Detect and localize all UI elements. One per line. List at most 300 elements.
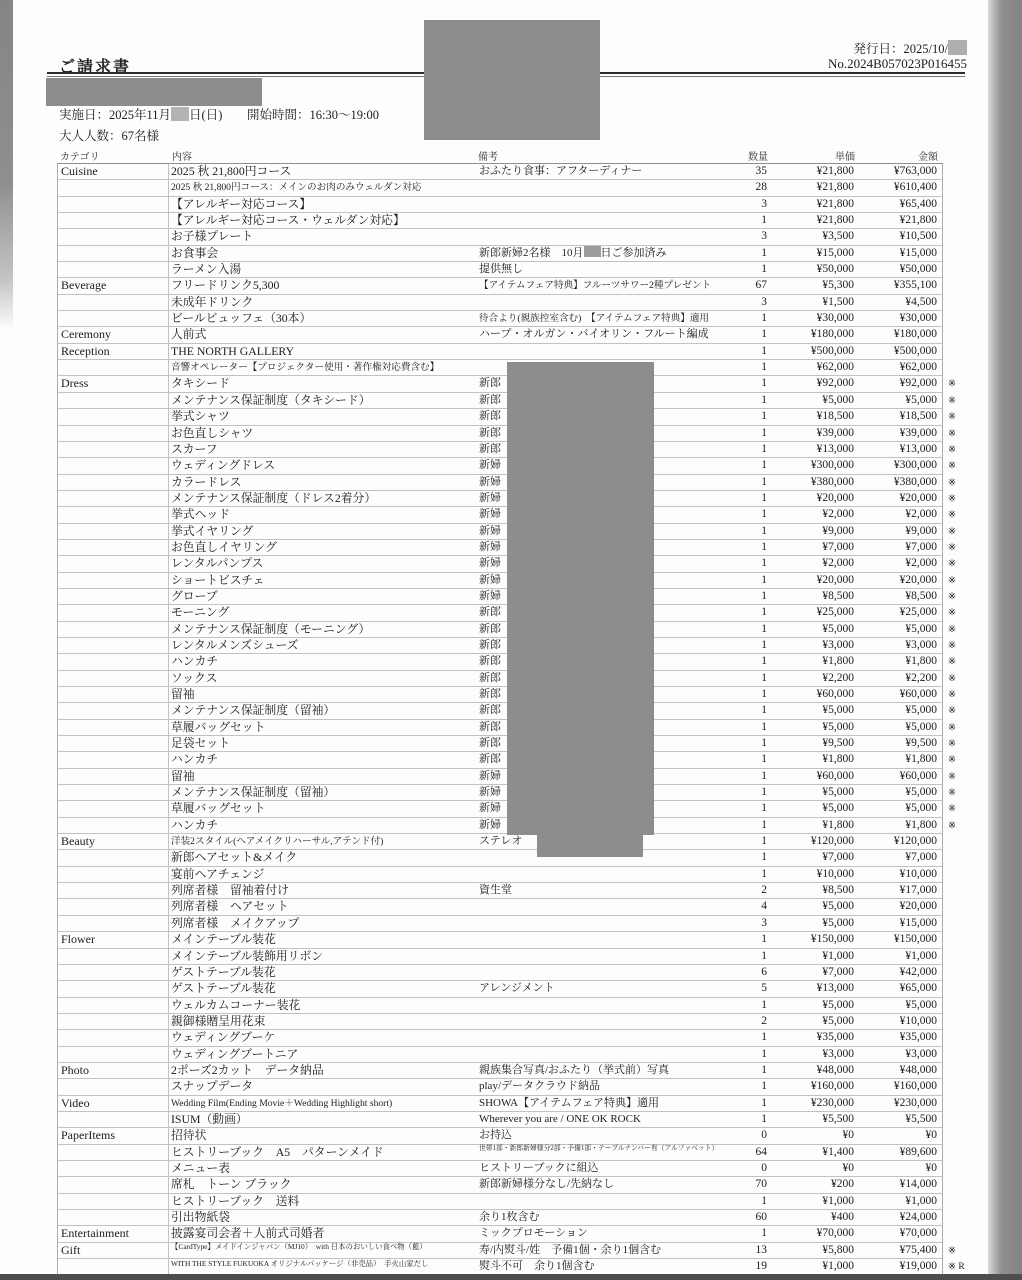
unit-price-cell: ¥21,800 xyxy=(816,197,854,210)
category-cell: Reception xyxy=(61,343,110,358)
quantity-cell: 1 xyxy=(761,312,767,325)
quantity-cell: 1 xyxy=(761,1047,767,1060)
item-cell: THE NORTH GALLERY xyxy=(171,343,295,358)
category-column-divider xyxy=(168,376,169,391)
category-column-divider xyxy=(168,687,169,702)
amount-cell: ¥5,000 xyxy=(905,622,937,635)
quantity-cell: 1 xyxy=(761,671,767,684)
quantity-cell: 1 xyxy=(761,328,767,341)
amount-cell: ¥300,000 xyxy=(893,459,937,472)
item-cell: 【CardType】メイドインジャパン（MJ10） with 日本のおいしい食べ物（藍） xyxy=(171,1242,427,1252)
table-row xyxy=(58,965,942,981)
item-cell: 留袖 xyxy=(171,768,195,783)
item-cell: タキシード xyxy=(171,376,230,391)
category-column-divider xyxy=(168,834,169,849)
category-column-divider xyxy=(168,949,169,964)
table-row xyxy=(58,246,942,262)
table-row xyxy=(58,1014,942,1030)
amount-cell: ¥9,500 xyxy=(905,737,937,750)
unit-price-cell: ¥20,000 xyxy=(816,491,854,504)
item-cell: 音響オペレーター【プロジェクター使用・著作権対応費含む】 xyxy=(171,362,440,374)
quantity-cell: 1 xyxy=(761,688,767,700)
remark-cell: 新郎 xyxy=(479,704,501,717)
amount-cell: ¥9,000 xyxy=(905,524,937,537)
amount-cell: ¥89,600 xyxy=(899,1145,937,1158)
category-column-divider xyxy=(168,556,169,571)
table-row xyxy=(58,1079,942,1095)
amount-cell: ¥48,000 xyxy=(899,1063,937,1076)
item-cell: ラーメン入湯 xyxy=(171,262,242,277)
unit-price-cell: ¥21,800 xyxy=(816,214,854,227)
header-qty: 数量 xyxy=(748,152,768,163)
category-cell: PaperItems xyxy=(61,1128,115,1143)
category-cell: Dress xyxy=(61,376,89,391)
category-column-divider xyxy=(168,327,169,342)
quantity-cell: 1 xyxy=(761,524,767,537)
table-row xyxy=(58,295,942,311)
amount-cell: ¥15,000 xyxy=(899,916,937,929)
category-column-divider xyxy=(168,703,169,718)
table-row xyxy=(58,507,956,523)
redaction-inline xyxy=(948,40,967,55)
unit-price-cell: ¥0 xyxy=(842,1161,854,1174)
item-cell: 草履バッグセット xyxy=(171,801,266,816)
amount-cell: ¥8,500 xyxy=(905,589,937,602)
category-column-divider xyxy=(168,1243,169,1258)
table-row xyxy=(58,229,942,245)
table-row xyxy=(58,556,956,572)
table-row xyxy=(58,883,942,899)
quantity-cell: 1 xyxy=(761,508,767,521)
table-row xyxy=(58,474,956,491)
table-row xyxy=(58,1210,942,1226)
category-cell: Video xyxy=(61,1095,90,1110)
item-cell: お色直しシャツ xyxy=(171,425,254,440)
category-cell: Entertainment xyxy=(61,1226,129,1241)
category-column-divider xyxy=(168,573,169,588)
quantity-cell: 1 xyxy=(761,1031,767,1044)
amount-cell: ¥5,000 xyxy=(905,802,937,815)
table-row xyxy=(58,490,956,507)
category-column-divider xyxy=(168,1161,169,1176)
amount-note: ※ xyxy=(948,755,956,766)
table-row xyxy=(58,670,956,687)
unit-price-cell: ¥18,500 xyxy=(816,410,854,423)
item-cell: メンテナンス保証制度（タキシード） xyxy=(171,392,371,407)
category-cell: Beverage xyxy=(61,278,107,293)
item-cell: スナップデータ xyxy=(171,1079,254,1094)
item-cell: 足袋セット xyxy=(171,736,230,751)
amount-note: ※ xyxy=(948,412,956,423)
category-column-divider xyxy=(168,671,169,686)
amount-note: ※ xyxy=(948,788,956,799)
category-column-divider xyxy=(168,1226,169,1241)
amount-note: ※ xyxy=(948,739,956,750)
item-cell: 2025 秋 21,800円コース xyxy=(171,164,292,178)
quantity-cell: 1 xyxy=(761,344,767,357)
amount-cell: ¥2,200 xyxy=(905,671,937,684)
item-cell: グローブ xyxy=(171,588,218,603)
remark-cell: ハープ・オルガン・バイオリン・フルート編成 xyxy=(479,328,709,341)
item-cell: 留袖 xyxy=(171,687,195,701)
amount-cell: ¥0 xyxy=(925,1129,937,1142)
quantity-cell: 4 xyxy=(761,900,767,913)
category-column-divider xyxy=(168,1259,169,1274)
amount-cell: ¥763,000 xyxy=(893,165,937,177)
unit-price-cell: ¥8,500 xyxy=(822,589,854,602)
unit-price-cell: ¥7,000 xyxy=(822,965,854,978)
table-row xyxy=(58,572,956,589)
category-cell: Gift xyxy=(61,1242,81,1257)
amount-note: ※ xyxy=(948,722,956,733)
category-column-divider xyxy=(168,998,169,1013)
amount-cell: ¥5,000 xyxy=(905,998,937,1011)
table-row xyxy=(58,180,942,196)
item-cell: スカーフ xyxy=(171,441,218,456)
remark-cell: 余り1枚含む xyxy=(479,1211,540,1223)
table-row xyxy=(58,785,956,801)
amount-cell: ¥180,000 xyxy=(893,328,937,341)
quantity-cell: 60 xyxy=(755,1211,767,1223)
amount-cell: ¥10,500 xyxy=(899,230,937,243)
item-cell: 2ポーズ2カット データ納品 xyxy=(171,1062,324,1077)
page-title: ご請求書 xyxy=(59,59,132,76)
amount-cell: ¥62,000 xyxy=(899,361,937,374)
quantity-cell: 3 xyxy=(761,197,767,210)
table-row xyxy=(58,752,956,768)
remark-cell: 新郎 xyxy=(479,671,501,684)
quantity-cell: 1 xyxy=(761,540,767,553)
item-cell: 列席者様 ヘアセット xyxy=(171,899,289,914)
unit-price-cell: ¥60,000 xyxy=(816,688,854,700)
amount-cell: ¥18,500 xyxy=(899,410,937,423)
category-column-divider xyxy=(168,867,169,882)
amount-note: ※ xyxy=(948,673,956,684)
amount-cell: ¥1,800 xyxy=(905,655,937,668)
amount-cell: ¥7,000 xyxy=(905,851,937,864)
table-row xyxy=(58,539,956,556)
unit-price-cell: ¥5,500 xyxy=(822,1112,854,1125)
amount-cell: ¥355,100 xyxy=(893,279,937,292)
item-cell: お食事会 xyxy=(171,245,219,260)
amount-note: ※ xyxy=(948,657,956,668)
amount-note: ※ xyxy=(948,526,956,537)
amount-cell: ¥150,000 xyxy=(893,933,937,946)
table-row xyxy=(58,213,942,229)
item-cell: カラードレス xyxy=(171,474,242,489)
quantity-cell: 1 xyxy=(761,949,767,962)
category-cell: Cuisine xyxy=(61,164,98,178)
adult-count: 大人人数：67名様 xyxy=(59,129,160,143)
quantity-cell: 1 xyxy=(761,377,767,390)
category-column-divider xyxy=(168,213,169,228)
unit-price-cell: ¥400 xyxy=(831,1211,854,1223)
amount-note: ※ xyxy=(948,444,956,455)
amount-cell: ¥20,000 xyxy=(899,573,937,586)
category-column-divider xyxy=(168,278,169,293)
table-row xyxy=(58,801,956,817)
item-cell: 招待状 xyxy=(171,1128,207,1143)
category-column-divider xyxy=(168,622,169,637)
category-column-divider xyxy=(168,426,169,441)
quantity-cell: 1 xyxy=(761,1227,767,1240)
remark-cell: おふたり食事：アフターディナー xyxy=(479,165,643,177)
item-cell: ウェルカムコーナー装花 xyxy=(171,997,301,1012)
table-row xyxy=(58,1096,942,1112)
amount-note: ※ xyxy=(948,820,956,831)
remark-cell: 新郎 xyxy=(479,377,501,390)
amount-cell: ¥30,000 xyxy=(899,312,937,325)
table-row xyxy=(58,736,956,752)
remark-cell: 熨斗不可 余り1個含む xyxy=(479,1260,595,1273)
quantity-cell: 1 xyxy=(761,263,767,276)
quantity-cell: 1 xyxy=(761,589,767,602)
unit-price-cell: ¥230,000 xyxy=(810,1096,854,1109)
table-body xyxy=(57,163,965,1275)
remark-cell: 新郎 xyxy=(479,426,501,439)
amount-cell: ¥21,800 xyxy=(899,214,937,227)
quantity-cell: 1 xyxy=(761,1080,767,1093)
category-column-divider xyxy=(168,295,169,310)
table-row xyxy=(58,687,956,703)
category-cell: Ceremony xyxy=(61,327,111,342)
quantity-cell: 1 xyxy=(761,557,767,570)
unit-price-cell: ¥5,000 xyxy=(822,622,854,635)
table-row xyxy=(58,949,942,965)
unit-price-cell: ¥30,000 xyxy=(816,312,854,325)
redaction-box-beauty-name xyxy=(537,835,643,857)
redaction-box-recipient xyxy=(46,78,262,106)
remark-cell: 新郎 xyxy=(479,638,501,651)
table-row xyxy=(58,867,942,883)
invoice-number: No.2024B057023P016455 xyxy=(827,56,967,71)
table-row xyxy=(58,1177,942,1193)
category-cell: Photo xyxy=(61,1062,90,1077)
quantity-cell: 35 xyxy=(755,165,767,177)
table-row xyxy=(58,1063,942,1079)
category-column-divider xyxy=(168,965,169,980)
remark-cell: ヒストリーブックに組込 xyxy=(479,1161,599,1174)
quantity-cell: 1 xyxy=(761,622,767,635)
remark-cell: ステレオ xyxy=(479,835,523,848)
unit-price-cell: ¥21,800 xyxy=(816,165,854,177)
item-cell: ビールビュッフェ（30本） xyxy=(171,311,312,326)
unit-price-cell: ¥5,000 xyxy=(822,393,854,406)
unit-price-cell: ¥5,800 xyxy=(822,1243,854,1256)
unit-price-cell: ¥2,000 xyxy=(822,557,854,570)
unit-price-cell: ¥9,500 xyxy=(822,737,854,750)
amount-cell: ¥39,000 xyxy=(899,426,937,439)
item-cell: 席札 トーン ブラック xyxy=(171,1177,292,1192)
amount-note: ※ xyxy=(948,624,956,635)
amount-note: ※ R xyxy=(948,1262,965,1273)
backdrop-left-edge xyxy=(0,0,13,330)
unit-price-cell: ¥5,300 xyxy=(822,279,854,292)
item-cell: 列席者様 留袖着付け xyxy=(171,883,289,898)
amount-cell: ¥60,000 xyxy=(899,688,937,700)
quantity-cell: 1 xyxy=(761,867,767,880)
table-row xyxy=(58,981,942,997)
table-row xyxy=(58,458,956,474)
category-column-divider xyxy=(168,769,169,784)
amount-cell: ¥4,500 xyxy=(905,295,937,308)
unit-price-cell: ¥5,000 xyxy=(822,916,854,929)
amount-cell: ¥20,000 xyxy=(899,900,937,913)
quantity-cell: 1 xyxy=(761,933,767,946)
quantity-cell: 1 xyxy=(761,426,767,439)
amount-note: ※ xyxy=(948,1245,956,1256)
remark-cell: 新婦 xyxy=(479,818,501,831)
category-column-divider xyxy=(168,1112,169,1127)
quantity-cell: 1 xyxy=(761,214,767,227)
table-row xyxy=(58,1047,942,1063)
amount-note: ※ xyxy=(948,395,956,406)
redaction-box-dress-names xyxy=(507,362,654,835)
amount-cell: ¥3,000 xyxy=(905,1047,937,1060)
item-cell: ISUM（動画） xyxy=(171,1111,248,1126)
quantity-cell: 1 xyxy=(761,720,767,733)
amount-cell: ¥230,000 xyxy=(893,1096,937,1109)
quantity-cell: 1 xyxy=(761,442,767,455)
amount-cell: ¥35,000 xyxy=(899,1031,937,1044)
remark-cell: 新郎 xyxy=(479,410,501,423)
table-row xyxy=(58,703,956,719)
amount-cell: ¥24,000 xyxy=(899,1211,937,1223)
quantity-cell: 1 xyxy=(761,1096,767,1109)
table-row xyxy=(58,1128,942,1144)
category-column-divider xyxy=(168,589,169,604)
header-item: 内容 xyxy=(172,152,192,163)
item-cell: メニュー表 xyxy=(171,1160,230,1175)
amount-note: ※ xyxy=(948,510,956,521)
unit-price-cell: ¥62,000 xyxy=(816,361,854,374)
category-column-divider xyxy=(168,638,169,653)
unit-price-cell: ¥35,000 xyxy=(816,1031,854,1044)
remark-cell: 新婦 xyxy=(479,459,501,472)
item-cell: 洋装2スタイル(ヘアメイクリハーサル,アテンド付) xyxy=(171,836,384,848)
quantity-cell: 28 xyxy=(755,181,767,194)
quantity-cell: 1 xyxy=(761,246,767,259)
unit-price-cell: ¥300,000 xyxy=(810,459,854,472)
table-row xyxy=(58,1145,942,1161)
unit-price-cell: ¥380,000 xyxy=(810,475,854,488)
item-cell: ハンカチ xyxy=(171,817,219,832)
amount-cell: ¥75,400 xyxy=(899,1243,937,1256)
amount-note: ※ xyxy=(948,591,956,602)
category-column-divider xyxy=(168,409,169,424)
item-cell: ショートビスチェ xyxy=(171,572,265,587)
amount-cell: ¥5,000 xyxy=(905,393,937,406)
table-row xyxy=(58,1161,942,1177)
backdrop-right-edge xyxy=(988,0,1022,1280)
item-cell: レンタルメンズシューズ xyxy=(171,637,299,652)
category-column-divider xyxy=(168,801,169,816)
amount-note: ※ xyxy=(948,559,956,570)
unit-price-cell: ¥13,000 xyxy=(816,442,854,455)
unit-price-cell: ¥120,000 xyxy=(810,835,854,848)
table-row xyxy=(58,916,942,932)
remark-cell: 新郎新婦様分なし/先納なし xyxy=(479,1178,615,1191)
remark-cell: Wherever you are / ONE OK ROCK xyxy=(479,1112,641,1125)
start-time: 開始時間：16:30～19:00 xyxy=(247,108,379,122)
table-row xyxy=(58,817,956,834)
category-column-divider xyxy=(168,916,169,931)
table-row xyxy=(58,588,956,605)
quantity-cell: 3 xyxy=(761,916,767,929)
remark-cell: 新郎 xyxy=(479,606,501,619)
quantity-cell: 1 xyxy=(761,475,767,488)
category-column-divider xyxy=(168,1096,169,1111)
quantity-cell: 67 xyxy=(755,279,767,292)
amount-cell: ¥5,000 xyxy=(905,704,937,717)
category-column-divider xyxy=(168,654,169,669)
category-column-divider xyxy=(168,752,169,767)
category-column-divider xyxy=(168,1145,169,1160)
unit-price-cell: ¥5,000 xyxy=(822,802,854,815)
remark-cell: 資生堂 xyxy=(479,884,512,897)
item-cell: メインテーブル装花 xyxy=(171,932,276,947)
category-column-divider xyxy=(168,344,169,359)
unit-price-cell: ¥8,500 xyxy=(822,884,854,897)
unit-price-cell: ¥1,400 xyxy=(822,1145,854,1158)
category-cell: Beauty xyxy=(61,834,95,849)
unit-price-cell: ¥200 xyxy=(831,1178,854,1191)
remark-cell: 新郎 xyxy=(479,622,501,635)
item-cell: フリードリンク5,300 xyxy=(171,278,280,293)
remark-cell: 新婦 xyxy=(479,589,501,602)
amount-note: ※ xyxy=(948,706,956,717)
unit-price-cell: ¥7,000 xyxy=(822,540,854,553)
quantity-cell: 1 xyxy=(761,851,767,864)
table-header xyxy=(57,148,943,163)
remark-cell: 新婦 xyxy=(479,475,501,488)
quantity-cell: 1 xyxy=(761,737,767,750)
amount-cell: ¥17,000 xyxy=(899,884,937,897)
remark-cell: 提供無し xyxy=(479,263,523,276)
item-cell: 未成年ドリンク xyxy=(171,294,254,309)
amount-cell: ¥3,000 xyxy=(905,638,937,651)
category-column-divider xyxy=(168,850,169,865)
table-row xyxy=(58,998,942,1014)
amount-cell: ¥120,000 xyxy=(893,835,937,848)
item-cell: ゲストテーブル装花 xyxy=(171,981,276,996)
item-cell: ハンカチ xyxy=(171,654,219,669)
unit-price-cell: ¥5,000 xyxy=(822,998,854,1011)
category-cell: Flower xyxy=(61,932,95,947)
category-column-divider xyxy=(168,393,169,408)
remark-cell: お持込 xyxy=(479,1129,512,1142)
quantity-cell: 0 xyxy=(761,1161,767,1174)
remark-cell: 寿/内熨斗/姓 予備1個・余り1個含む xyxy=(479,1243,662,1256)
remark-cell: 新婦 xyxy=(479,491,501,504)
amount-cell: ¥2,000 xyxy=(905,557,937,570)
amount-note: ※ xyxy=(948,640,956,651)
amount-cell: ¥5,000 xyxy=(905,720,937,733)
amount-note: ※ xyxy=(948,461,956,472)
amount-cell: ¥380,000 xyxy=(893,475,937,488)
remark-cell: 新郎 xyxy=(479,737,501,750)
table-row xyxy=(58,932,942,948)
quantity-cell: 1 xyxy=(761,1194,767,1207)
category-column-divider xyxy=(168,1194,169,1209)
amount-cell: ¥1,000 xyxy=(905,1194,937,1207)
quantity-cell: 1 xyxy=(761,753,767,766)
category-column-divider xyxy=(168,360,169,375)
issue-date: 発行日：2025/10/ xyxy=(854,39,967,57)
table-row xyxy=(58,1112,942,1128)
unit-price-cell: ¥20,000 xyxy=(816,573,854,586)
category-column-divider xyxy=(168,507,169,522)
